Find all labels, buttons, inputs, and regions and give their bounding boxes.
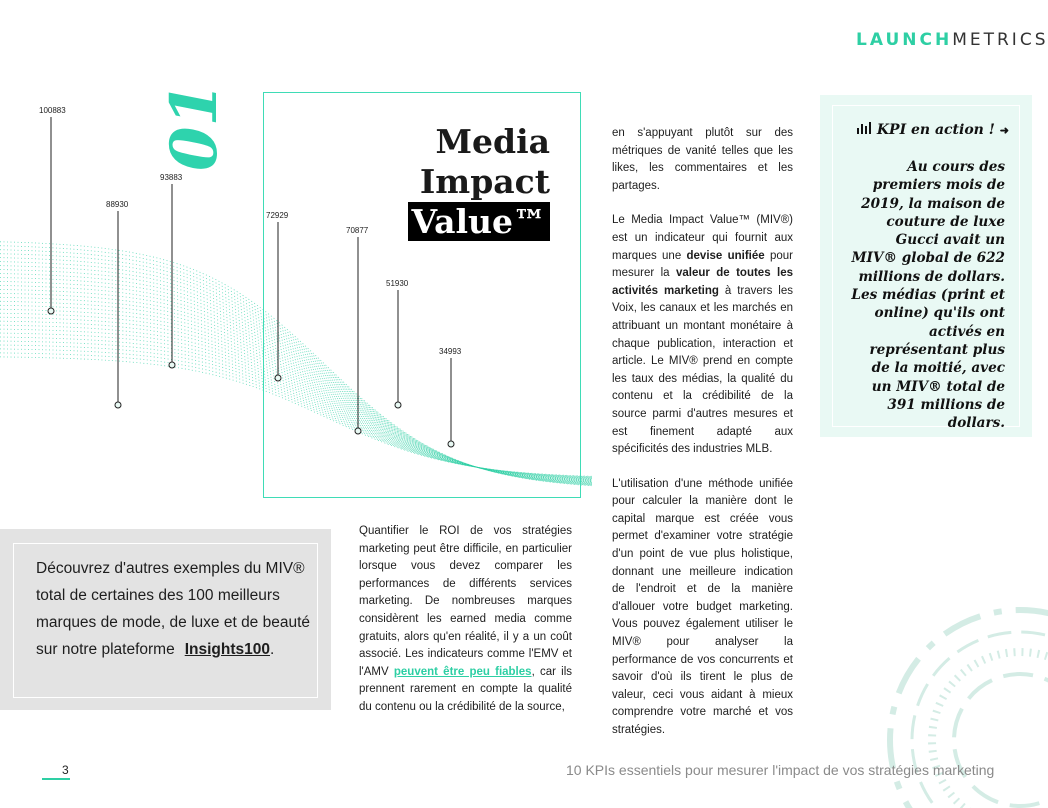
pin-label: 88930 — [106, 200, 129, 209]
section-number: 01 — [157, 81, 232, 171]
page-number-underline — [42, 778, 70, 780]
insights100-link[interactable]: Insights100 — [184, 641, 270, 658]
brand-logo: LAUNCHMETRICS — [856, 30, 1048, 50]
pin-label: 34993 — [439, 347, 462, 356]
footer-title: 10 KPIs essentiels pour mesurer l'impact de vos stratégies marketing — [566, 762, 995, 778]
pin-label: 51930 — [386, 279, 409, 288]
pin-label: 72929 — [266, 211, 289, 220]
pin-label: 93883 — [160, 173, 183, 182]
callout-text: Découvrez d'autres exemples du MIV® total de certaines des 100 meilleurs marques de mode, de luxe et de beauté sur notre plateforme Insights100. — [36, 560, 311, 658]
page-title: Media Impact Value™ — [400, 122, 550, 242]
kpi-text: Au cours des premiers mois de 2019, la maison de couture de luxe Gucci avait un MIV® global de 622 millions de dollars. Les médias (print et online) qu'ils ont activés en représentant plus de la moitié, avec un MIV® total de 391 millions de dollars. — [851, 159, 1005, 432]
unreliable-link[interactable]: peuvent être peu fiables — [393, 665, 532, 678]
pin-label: 70877 — [346, 226, 369, 235]
bar-chart-icon — [856, 122, 877, 138]
pin-point — [115, 402, 121, 408]
pin-label: 100883 — [39, 106, 66, 115]
kpi-heading: KPI en action ! ➜ — [856, 122, 1009, 138]
page-number: 3 — [62, 763, 69, 777]
arrow-right-icon: ➜ — [999, 124, 1009, 137]
middle-column: Quantifier le ROI de vos stratégies marketing peut être difficile, en particulier lorsque vous devez comparer les performances de différents services marketing. De nombreuses marques considèrent les earned media comme gratuits, alors qu'en réalité, il y a un coût associé. Les indicateurs comme l'EMV et l'AMV peuvent être peu fiables, car ils prennent rarement en compte la qualité du contenu ou la crédibilité de la source, — [359, 525, 572, 713]
pin-point — [169, 362, 175, 368]
pin-point — [48, 308, 54, 314]
right-column: en s'appuyant plutôt sur des métriques de vanité telles que les likes, les commentaires et les partages. Le Media Impact Value™ (MIV®) est un indicateur qui fournit aux marques une devise unifiée pour mesurer la valeur de toutes les activités marketing à travers les Voix, les canaux et les marchés en attribuant un montant monétaire à chaque publication, interaction et article. Le MIV® prend en compte les taux des médias, la qualité du contenu et la crédibilité de la source parmi d'autres mesures et est finement adapté aux spécificités des industries MLB. L'utilisation d'une méthode unifiée pour calculer la manière dont le capital marque est créée vous permet d'examiner votre stratégie d'un point de vue plus holistique, donnant une meilleure indication de l'endroit et de la manière d'allouer votre budget marketing. Vous pouvez également utiliser le MIV® pour analyser la performance de vos concurrents et savoir d'où ils tirent le plus de valeur, ceci vous aidant à mieux comprendre votre marché et vos stratégies. — [612, 127, 793, 736]
